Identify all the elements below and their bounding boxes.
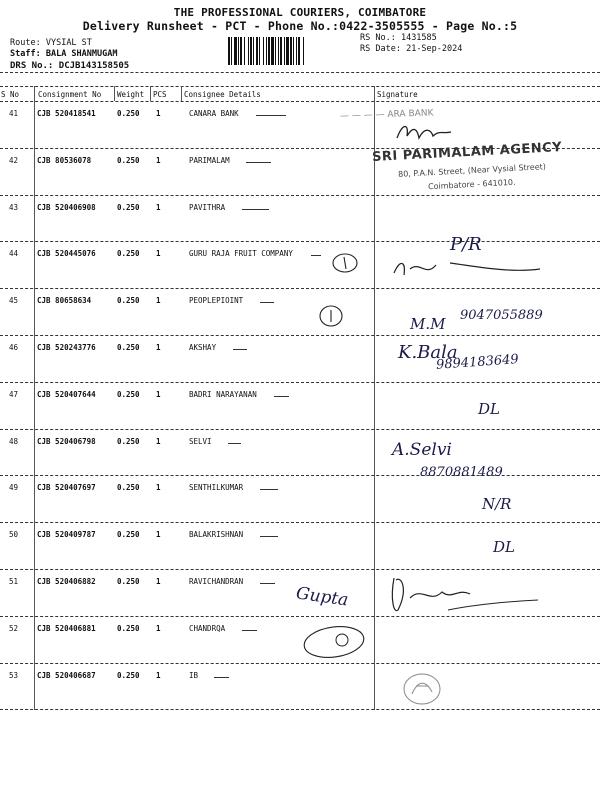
pen-stroke bbox=[214, 677, 229, 678]
row-consignee: CHANDRQA bbox=[189, 623, 226, 633]
row-consignment-no: CJB 80536078 bbox=[37, 155, 92, 165]
column-header-signature: Signature bbox=[377, 90, 418, 99]
pen-stroke bbox=[260, 536, 278, 537]
row-sno: 42 bbox=[9, 155, 19, 165]
circled-mark bbox=[318, 305, 348, 327]
row-sno: 47 bbox=[9, 389, 19, 399]
row-pcs: 1 bbox=[156, 670, 161, 680]
row-consignment-no: CJB 80658634 bbox=[37, 296, 92, 306]
column-rule bbox=[150, 86, 151, 101]
handwritten-note: DL bbox=[493, 538, 515, 556]
row-weight: 0.250 bbox=[117, 623, 140, 633]
staff-value: BALA SHANMUGAM bbox=[45, 49, 118, 59]
row-consignment-no: CJB 520409787 bbox=[37, 530, 96, 540]
rs-number-info bbox=[360, 33, 437, 43]
row-consignee: PARIMALAM bbox=[189, 155, 230, 165]
row-divider bbox=[0, 335, 600, 336]
table-row bbox=[0, 665, 600, 711]
route-label: Route: bbox=[10, 38, 41, 48]
agency-stamp-city: Coimbatore - 641010. bbox=[427, 177, 516, 192]
row-weight: 0.250 bbox=[117, 296, 140, 306]
row-divider bbox=[0, 241, 600, 242]
row-pcs: 1 bbox=[156, 530, 161, 540]
signature-name: K.Bala bbox=[398, 342, 458, 363]
row-divider bbox=[0, 382, 600, 383]
runsheet-subtitle: Delivery Runsheet - PCT - Phone No.:0422-3505555 - Page No.:5 bbox=[82, 19, 518, 33]
rs-date-info bbox=[360, 44, 462, 54]
row-sno: 50 bbox=[9, 530, 19, 540]
divider bbox=[0, 101, 600, 102]
row-weight: 0.250 bbox=[117, 249, 140, 259]
table-row bbox=[0, 431, 600, 477]
row-pcs: 1 bbox=[156, 249, 161, 259]
signature-mark bbox=[395, 120, 455, 145]
handwritten-name: Gupta bbox=[294, 583, 350, 611]
row-consignment-no: CJB 520407697 bbox=[37, 483, 96, 493]
bank-stamp: — — — — ARA BANK bbox=[339, 108, 434, 122]
row-divider bbox=[0, 522, 600, 523]
row-consignee: PAVITHRA bbox=[189, 202, 226, 212]
row-sno: 44 bbox=[9, 249, 19, 259]
row-weight: 0.250 bbox=[117, 389, 140, 399]
column-header-weight: Weight bbox=[117, 90, 145, 99]
row-consignment-no: CJB 520406882 bbox=[37, 577, 96, 586]
row-divider bbox=[0, 429, 600, 430]
row-consignment-no: CJB 520406687 bbox=[37, 670, 96, 680]
row-sno: 49 bbox=[9, 483, 19, 493]
column-rule bbox=[114, 86, 115, 101]
column-header-pcs: PCS bbox=[153, 90, 167, 99]
pen-stroke bbox=[242, 209, 270, 210]
runsheet-title: THE PROFESSIONAL COURIERS, COIMBATORE bbox=[173, 6, 427, 19]
row-sno: 48 bbox=[9, 436, 19, 446]
row-divider bbox=[0, 195, 600, 196]
row-weight: 0.250 bbox=[117, 155, 140, 165]
row-consignment-no: CJB 520418541 bbox=[37, 109, 96, 118]
row-pcs: 1 bbox=[156, 155, 161, 165]
row-weight: 0.250 bbox=[117, 530, 140, 540]
pen-stroke bbox=[256, 115, 286, 116]
row-sno: 43 bbox=[9, 202, 19, 212]
rs-number-label: RS No.: bbox=[360, 33, 396, 43]
row-divider bbox=[0, 663, 600, 664]
row-pcs: 1 bbox=[156, 202, 161, 212]
row-sno: 52 bbox=[9, 623, 19, 633]
barcode-bar bbox=[304, 37, 305, 65]
row-consignee: PEOPLEPIOINT bbox=[189, 296, 244, 306]
row-consignee: BALAKRISHNAN bbox=[189, 530, 244, 540]
handwritten-note: P/R bbox=[450, 234, 482, 255]
table-row bbox=[0, 384, 600, 430]
row-consignment-no: CJB 520406908 bbox=[37, 202, 96, 212]
row-pcs: 1 bbox=[156, 577, 161, 586]
column-header-consignee: Consignee Details bbox=[184, 90, 261, 99]
divider bbox=[0, 86, 600, 87]
agency-stamp-address: 80, P.A.N. Street, (Near Vysial Street) bbox=[397, 162, 547, 179]
pen-stroke bbox=[228, 443, 241, 444]
row-pcs: 1 bbox=[156, 343, 161, 352]
pen-stroke bbox=[274, 396, 289, 397]
barcode bbox=[228, 37, 354, 65]
seal-stamp bbox=[402, 672, 442, 706]
row-weight: 0.250 bbox=[117, 483, 140, 493]
signature-mark bbox=[390, 255, 550, 285]
row-consignee: IB bbox=[189, 670, 199, 680]
drs-value: DCJB143158505 bbox=[58, 61, 130, 71]
row-sno: 46 bbox=[9, 343, 19, 352]
pen-stroke bbox=[311, 255, 321, 256]
row-consignee: CANARA BANK bbox=[189, 109, 239, 118]
staff-label: Staff: bbox=[10, 49, 41, 59]
row-consignment-no: CJB 520445076 bbox=[37, 249, 96, 259]
circled-mark bbox=[330, 252, 360, 274]
rs-date-label: RS Date: bbox=[360, 44, 401, 54]
staff-info bbox=[10, 49, 118, 59]
pen-stroke bbox=[260, 489, 278, 490]
row-weight: 0.250 bbox=[117, 343, 140, 352]
row-sno: 53 bbox=[9, 670, 19, 680]
row-consignee: SENTHILKUMAR bbox=[189, 483, 244, 493]
row-weight: 0.250 bbox=[117, 577, 140, 586]
handwritten-note: N/R bbox=[482, 495, 512, 513]
row-consignee: GURU RAJA FRUIT COMPANY bbox=[189, 249, 293, 259]
signature-initials: M.M bbox=[410, 315, 446, 333]
route-info bbox=[10, 38, 92, 48]
row-consignee: SELVI bbox=[189, 436, 212, 446]
row-weight: 0.250 bbox=[117, 670, 140, 680]
pen-stroke bbox=[260, 583, 275, 584]
route-value: VYSIAL ST bbox=[45, 38, 92, 48]
rs-number-value: 1431585 bbox=[400, 33, 437, 43]
pen-stroke bbox=[242, 630, 257, 631]
row-consignee: RAVICHANDRAN bbox=[189, 577, 244, 586]
handwritten-note: DL bbox=[478, 400, 500, 418]
drs-info bbox=[10, 61, 129, 71]
handwritten-phone: 8870881489 bbox=[420, 465, 503, 480]
row-consignment-no: CJB 520407644 bbox=[37, 389, 96, 399]
row-pcs: 1 bbox=[156, 109, 161, 118]
row-sno: 45 bbox=[9, 296, 19, 306]
column-header-consignment: Consignment No bbox=[38, 90, 102, 99]
row-sno: 51 bbox=[9, 577, 19, 586]
row-pcs: 1 bbox=[156, 483, 161, 493]
row-consignee: AKSHAY bbox=[189, 343, 217, 352]
row-sno: 41 bbox=[9, 109, 19, 118]
circled-mark bbox=[300, 622, 370, 662]
row-consignee: BADRI NARAYANAN bbox=[189, 389, 257, 399]
row-divider bbox=[0, 475, 600, 476]
row-weight: 0.250 bbox=[117, 109, 140, 118]
handwritten-phone: 9047055889 bbox=[460, 308, 543, 323]
agency-stamp-name: SRI PARIMALAM AGENCY bbox=[371, 140, 563, 165]
row-divider bbox=[0, 709, 600, 710]
pen-stroke bbox=[233, 349, 247, 350]
handwritten-phone: 9894183649 bbox=[435, 352, 520, 373]
row-weight: 0.250 bbox=[117, 436, 140, 446]
signature-mark bbox=[388, 570, 548, 620]
divider bbox=[0, 72, 600, 73]
rs-date-value: 21-Sep-2024 bbox=[406, 44, 463, 54]
row-consignment-no: CJB 520406881 bbox=[37, 623, 96, 633]
row-pcs: 1 bbox=[156, 623, 161, 633]
row-pcs: 1 bbox=[156, 296, 161, 306]
pen-stroke bbox=[260, 302, 274, 303]
drs-label: DRS No.: bbox=[10, 61, 54, 71]
row-pcs: 1 bbox=[156, 389, 161, 399]
column-rule bbox=[181, 86, 182, 101]
row-consignment-no: CJB 520243776 bbox=[37, 343, 96, 352]
row-pcs: 1 bbox=[156, 436, 161, 446]
column-header-sno: S No bbox=[1, 90, 20, 99]
pen-stroke bbox=[246, 162, 271, 163]
row-consignment-no: CJB 520406798 bbox=[37, 436, 96, 446]
row-divider bbox=[0, 288, 600, 289]
signature-name: A.Selvi bbox=[392, 440, 452, 460]
row-weight: 0.250 bbox=[117, 202, 140, 212]
table-row bbox=[0, 197, 600, 243]
